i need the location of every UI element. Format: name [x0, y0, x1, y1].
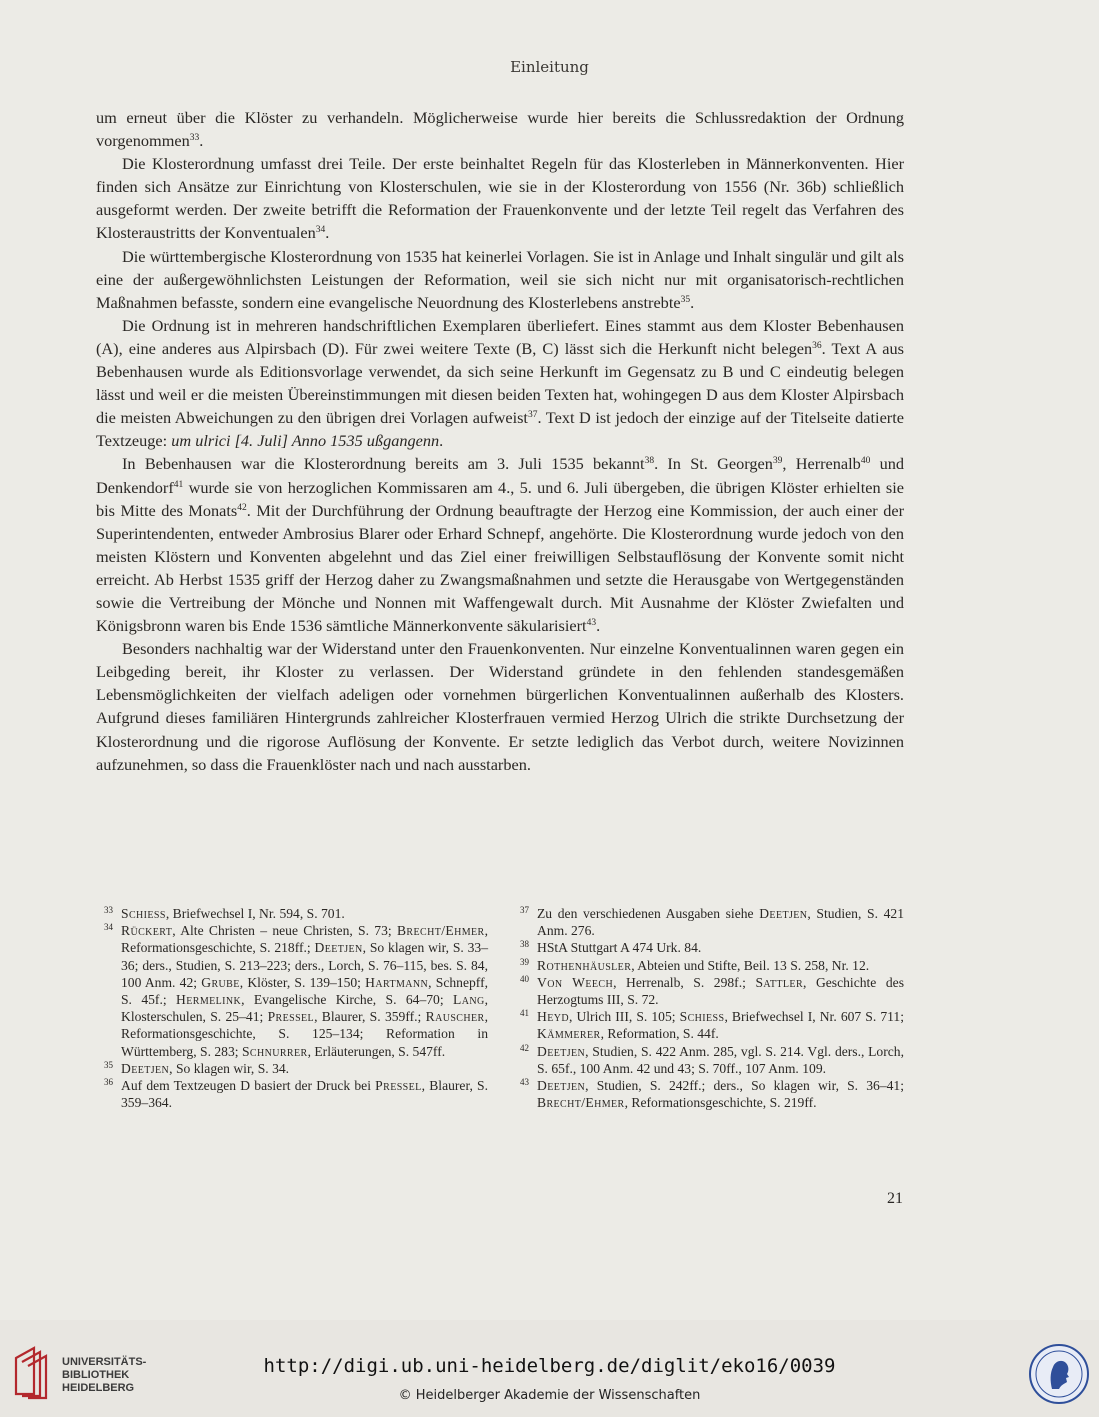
footnote-ref: 37	[527, 410, 538, 421]
page-number: 21	[887, 1190, 903, 1207]
footnote-39: 39 Rothenhäusler, Abteien und Stifte, Beil. 13 S. 258, Nr. 12.	[520, 956, 870, 973]
library-logo-text: UNIVERSITÄTS- BIBLIOTHEK HEIDELBERG	[62, 1356, 147, 1394]
academy-seal-icon[interactable]	[1028, 1343, 1090, 1405]
footnote-38: 38 HStA Stuttgart A 474 Urk. 84.	[520, 939, 702, 956]
footnote-ref: 34	[315, 225, 326, 236]
footnote-ref: 36	[812, 340, 822, 351]
footnote-ref: 42	[237, 502, 247, 513]
paragraph: In Bebenhausen war die Klosterordnung bereits am 3. Juli 1535 bekannt$^{38}$. In St. Georgen$^{39}$, Herrenalb$^{40}$ und Denkendorf$^{41}$ wurde sie von herzoglichen Kommissaren am 4., 5. und 6. Juli übergeben, die übrigen Klöster erhielten sie bis Mitte des Monats$^{42}$. Mit der Durchführung der Ordnung beauftragte der Herzog eine Kommission, der auch einer der Superintendenten, entweder Ambrosius Blarer oder Erhard Schnepf, angehörte. Die Klosterordnung wurde jedoch von den meisten Klöstern und Konventen abgelehnt und das Ziel einer freiwilligen Selbstauflösung der Konvente somit nicht erreicht. Ab Herbst 1535 griff der Herzog daher zu Zwangsmaßnahmen und setzte die Herausgabe von Wertgegenständen sowie die Vertreibung der Mönche und Nonnen mit Waffengewalt durch. Mit Ausnahme der Klöster Zwiefalten und Königsbronn waren bis Ende 1536 sämtliche Männerkonvente säkularisiert$^{43}$.	[96, 454, 905, 636]
paragraph: Die Klosterordnung umfasst drei Teile. Der erste beinhaltet Regeln für das Klosterleben in Männerkonventen. Hier finden sich Ansätze zur Einrichtung von Klosterschulen, wie sie in der Klosterordung von 1556 (Nr. 36b) schließlich ausgeformt werden. Der zweite betrifft die Reformation der Frauenkonvente und der letzte Teil regelt das Verfahren des Klosteraustritts der Konventualen$^{34}$.	[96, 154, 904, 243]
main-text	[96, 106, 904, 776]
footnote-column-left	[104, 905, 488, 1111]
permalink-url[interactable]: http://digi.ub.uni-heidelberg.de/diglit/eko16/0039	[263, 1355, 836, 1377]
footnote-33: 33 Schiess, Briefwechsel I, Nr. 594, S. 701.	[104, 905, 345, 921]
footnote-35: 35 Deetjen, So klagen wir, S. 34.	[104, 1059, 290, 1076]
paragraph: Besonders nachhaltig war der Widerstand unter den Frauenkonventen. Nur einzelne Konventualinnen waren gegen ein Leibgeding bereit, ihr Kloster zu verlassen. Der Widerstand gründete in den fehlenden standesgemäßen Lebensmöglichkeiten der vielfach adeligen oder vornehmen bürgerlichen Konventualinnen außerhalb des Klosters. Aufgrund dieses familiären Hintergrunds zahlreicher Klosterfrauen vermied Herzog Ulrich die strikte Durchsetzung der Klosterordnung und die rigorose Auflösung der Konvente. Er setzte lediglich das Verbot durch, weitere Novizinnen aufzunehmen, so dass die Frauenklöster nach und nach ausstarben.	[96, 639, 904, 774]
running-title: Einleitung	[510, 58, 589, 76]
footnote-34: 34 Rückert, Alte Christen – neue Christen, S. 73; Brecht/Ehmer, Reformationsgeschichte, S. 218ff.; Deetjen, So klagen wir, S. 33–36; ders., Studien, S. 213–223; ders., Lorch, S. 76–115, bes. S. 84, 100 Anm. 42; Grube, Klöster, S. 139–150; Hartmann, Schnepff, S. 45f.; Hermelink, Evangelische Kirche, S. 64–70; Lang, Klosterschulen, S. 25–41; Pressel, Blaurer, S. 359ff.; Rauscher, Reformationsgeschichte, S. 125–134; Reformation in Württemberg, S. 283; Schnurrer, Erläuterungen, S. 547ff.	[104, 922, 488, 1059]
footnote-ref: 41	[173, 479, 184, 490]
footnote-ref: 40	[860, 456, 871, 467]
footnote-36: 36 Auf dem Textzeugen D basiert der Druck bei Pressel, Blaurer, S. 359–364.	[104, 1077, 488, 1111]
footnote-column-right	[520, 905, 904, 1111]
paragraph: um erneut über die Klöster zu verhandeln. Möglicherweise wurde hier bereits die Schlussredaktion der Ordnung vorgenommen$^{33}$.	[96, 108, 904, 151]
quoted-date: um ulrici [4. Juli] Anno 1535 ußgangenn	[171, 431, 440, 451]
footnote-42: 42 Deetjen, Studien, S. 422 Anm. 285, vgl. S. 214. Vgl. ders., Lorch, S. 65f., 100 Anm. 42 und 43; S. 70ff., 107 Anm. 109.	[520, 1042, 904, 1076]
footnote-ref: 39	[772, 456, 783, 467]
copyright-notice: © Heidelberger Akademie der Wissenschaften	[398, 1388, 701, 1403]
paragraph: Die Ordnung ist in mehreren handschriftlichen Exemplaren überliefert. Eines stammt aus dem Kloster Bebenhausen (A), eine anderes aus Alpirsbach (D). Für zwei weitere Texte (B, C) lässt sich die Herkunft nicht belegen$^{36}$. Text A aus Bebenhausen wurde als Editionsvorlage verwendet, da sich seine Herkunft im Gegensatz zu B und C eindeutig belegen lässt und weil er die meisten Übereinstimmungen mit diesen beiden Texten hat, wohingegen D aus dem Kloster Alpirsbach die meisten Abweichungen zu den übrigen drei Vorlagen aufweist$^{37}$. Text D ist jedoch der einzige auf der Titelseite datierte Textzeuge: um ulrici [4. Juli] Anno 1535 ußgangenn.	[96, 315, 904, 451]
footnote-37: 37 Zu den verschiedenen Ausgaben siehe Deetjen, Studien, S. 421 Anm. 276.	[520, 905, 904, 939]
footnote-40: 40 Von Weech, Herrenalb, S. 298f.; Sattler, Geschichte des Herzogtums III, S. 72.	[520, 973, 904, 1008]
footnote-ref: 33	[189, 133, 200, 144]
footnote-ref: 35	[680, 294, 691, 305]
footnote-ref: 43	[586, 618, 597, 629]
footnote-43: 43 Deetjen, Studien, S. 242ff.; ders., So klagen wir, S. 36–41; Brecht/Ehmer, Reformationsgeschichte, S. 219ff.	[520, 1077, 904, 1111]
paragraph: Die württembergische Klosterordnung von 1535 hat keinerlei Vorlagen. Sie ist in Anlage und Inhalt singulär und gilt als eine der außergewöhnlichsten Leistungen der Reformation, weil sie sich nicht nur mit organisatorisch-rechtlichen Maßnahmen befasste, sondern eine evangelische Neuordnung des Klosterlebens anstrebte$^{35}$.	[96, 246, 904, 312]
footnote-ref: 38	[644, 456, 655, 467]
footnote-41: 41 Heyd, Ulrich III, S. 105; Schiess, Briefwechsel I, Nr. 607 S. 711; Kämmerer, Reformation, S. 44f.	[520, 1008, 904, 1042]
